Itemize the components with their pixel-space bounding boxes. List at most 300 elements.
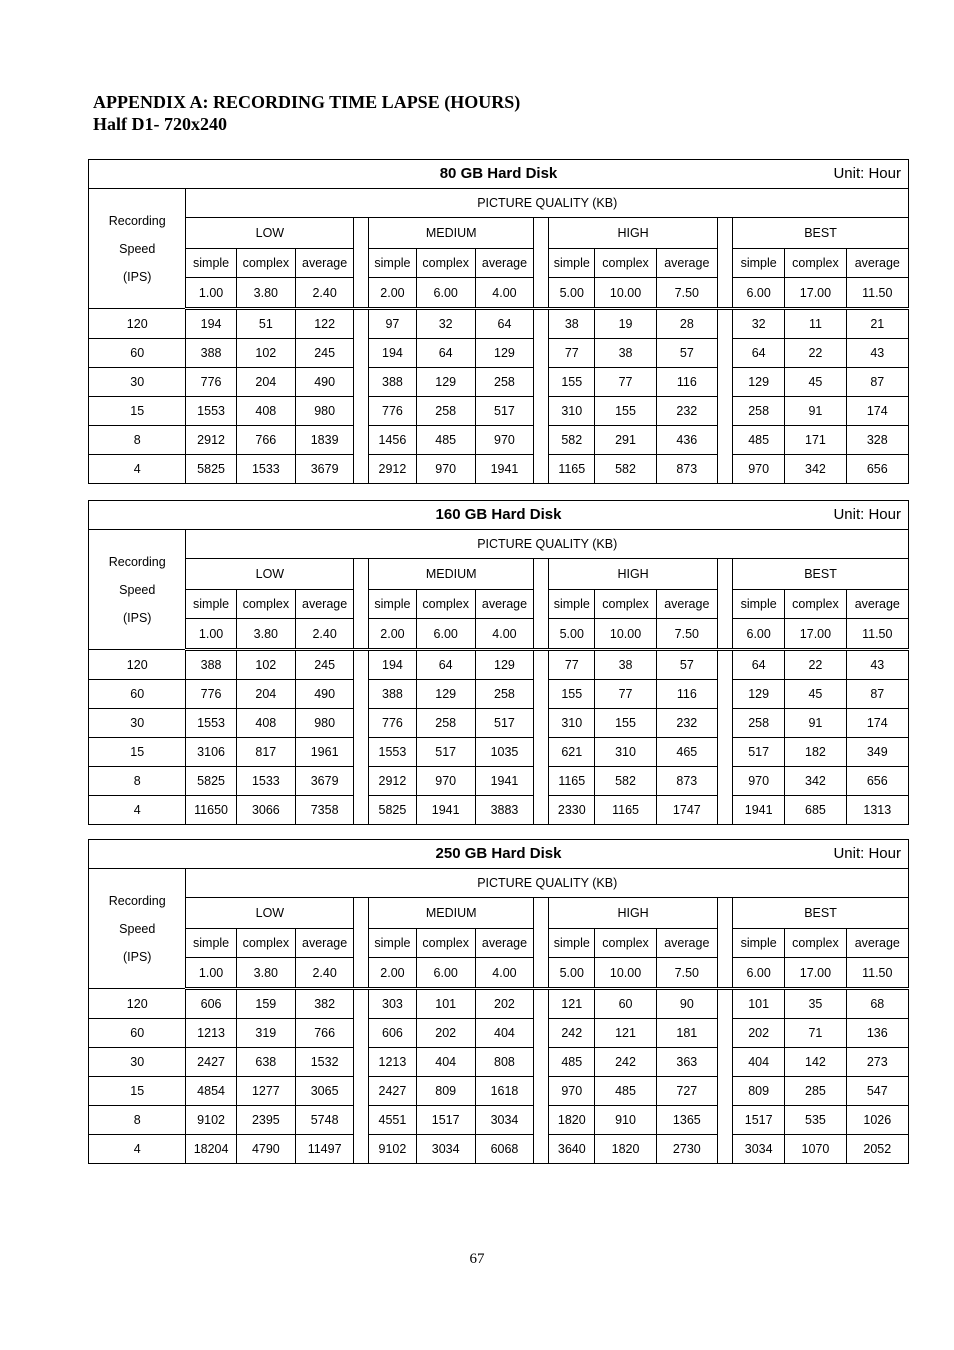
quality-header: LOW xyxy=(186,218,354,249)
hours-cell: 685 xyxy=(785,796,846,825)
hours-cell: 517 xyxy=(733,738,785,767)
complexity-header: simple xyxy=(186,929,236,958)
hours-cell: 873 xyxy=(656,767,717,796)
column-spacer xyxy=(354,650,369,680)
column-spacer xyxy=(354,619,369,650)
hours-cell: 310 xyxy=(549,709,595,738)
frame-size-cell: 6.00 xyxy=(416,278,475,309)
column-spacer xyxy=(717,590,732,619)
complexity-header: complex xyxy=(236,590,295,619)
column-spacer xyxy=(534,249,549,278)
hours-cell: 97 xyxy=(369,309,416,339)
column-spacer xyxy=(354,989,369,1019)
table-row xyxy=(89,989,909,1019)
unit-label: Unit: Hour xyxy=(833,845,901,862)
speed-header-recording: Recording xyxy=(108,893,166,908)
speed-cell: 8 xyxy=(89,426,186,455)
column-spacer xyxy=(534,590,549,619)
column-spacer xyxy=(717,278,732,309)
column-spacer xyxy=(717,249,732,278)
picture-quality-header: PICTURE QUALITY (KB) xyxy=(186,189,909,218)
frame-size-cell: 4.00 xyxy=(475,278,533,309)
speed-cell: 30 xyxy=(89,1048,186,1077)
table-row xyxy=(89,309,909,339)
frame-size-cell: 11.50 xyxy=(846,278,908,309)
hours-cell: 776 xyxy=(186,368,236,397)
hours-cell: 2395 xyxy=(236,1106,295,1135)
column-spacer xyxy=(354,426,369,455)
hours-cell: 1165 xyxy=(595,796,656,825)
hours-cell: 21 xyxy=(846,309,908,339)
hours-cell: 4790 xyxy=(236,1135,295,1164)
hours-cell: 621 xyxy=(549,738,595,767)
quality-header: MEDIUM xyxy=(369,898,534,929)
hours-cell: 808 xyxy=(475,1048,533,1077)
hours-cell: 77 xyxy=(549,650,595,680)
hours-cell: 970 xyxy=(733,767,785,796)
quality-header: LOW xyxy=(186,559,354,590)
hours-cell: 64 xyxy=(416,339,475,368)
frame-size-cell: 6.00 xyxy=(416,958,475,989)
hours-cell: 404 xyxy=(733,1048,785,1077)
column-spacer xyxy=(717,1077,732,1106)
speed-cell: 60 xyxy=(89,339,186,368)
hours-cell: 1820 xyxy=(595,1135,656,1164)
column-spacer xyxy=(534,1048,549,1077)
hours-cell: 817 xyxy=(236,738,295,767)
table-row xyxy=(89,1135,909,1164)
hours-cell: 116 xyxy=(656,368,717,397)
hours-cell: 32 xyxy=(733,309,785,339)
complexity-header: complex xyxy=(785,590,846,619)
quality-header: MEDIUM xyxy=(369,559,534,590)
hours-cell: 1532 xyxy=(295,1048,353,1077)
hours-cell: 1517 xyxy=(416,1106,475,1135)
hours-cell: 1941 xyxy=(416,796,475,825)
speed-cell: 120 xyxy=(89,309,186,339)
complexity-header: simple xyxy=(733,249,785,278)
column-spacer xyxy=(717,619,732,650)
complexity-header: complex xyxy=(416,590,475,619)
frame-size-cell: 7.50 xyxy=(656,278,717,309)
hours-cell: 2427 xyxy=(186,1048,236,1077)
frame-size-cell: 10.00 xyxy=(595,619,656,650)
hours-cell: 194 xyxy=(369,650,416,680)
hours-cell: 68 xyxy=(846,989,908,1019)
complexity-header: simple xyxy=(186,249,236,278)
hours-cell: 258 xyxy=(475,368,533,397)
hours-cell: 38 xyxy=(595,339,656,368)
hours-cell: 22 xyxy=(785,650,846,680)
hours-cell: 547 xyxy=(846,1077,908,1106)
hours-cell: 1941 xyxy=(475,455,533,484)
column-spacer xyxy=(534,650,549,680)
hours-cell: 181 xyxy=(656,1019,717,1048)
hours-cell: 116 xyxy=(656,680,717,709)
complexity-header: complex xyxy=(236,929,295,958)
table-row xyxy=(89,368,909,397)
hours-cell: 5748 xyxy=(295,1106,353,1135)
hours-cell: 2730 xyxy=(656,1135,717,1164)
quality-header: MEDIUM xyxy=(369,218,534,249)
complexity-header: average xyxy=(475,249,533,278)
hours-cell: 57 xyxy=(656,650,717,680)
complexity-header: average xyxy=(295,929,353,958)
column-spacer xyxy=(534,619,549,650)
speed-cell: 8 xyxy=(89,767,186,796)
hours-cell: 4854 xyxy=(186,1077,236,1106)
hours-cell: 606 xyxy=(369,1019,416,1048)
heading-subtitle: Half D1- 720x240 xyxy=(93,114,227,134)
frame-size-cell: 11.50 xyxy=(846,619,908,650)
column-spacer xyxy=(354,278,369,309)
hours-cell: 1165 xyxy=(549,455,595,484)
hours-cell: 382 xyxy=(295,989,353,1019)
hours-cell: 809 xyxy=(733,1077,785,1106)
hours-cell: 242 xyxy=(549,1019,595,1048)
frame-size-cell: 1.00 xyxy=(186,619,236,650)
hours-cell: 9102 xyxy=(369,1135,416,1164)
complexity-header: simple xyxy=(549,929,595,958)
hours-cell: 121 xyxy=(549,989,595,1019)
hours-cell: 60 xyxy=(595,989,656,1019)
complexity-header: average xyxy=(656,249,717,278)
hours-cell: 873 xyxy=(656,455,717,484)
hours-cell: 5825 xyxy=(186,455,236,484)
table-title-cell xyxy=(89,160,909,189)
hours-cell: 22 xyxy=(785,339,846,368)
hours-cell: 35 xyxy=(785,989,846,1019)
hours-cell: 64 xyxy=(416,650,475,680)
hours-cell: 32 xyxy=(416,309,475,339)
hours-cell: 51 xyxy=(236,309,295,339)
hours-cell: 517 xyxy=(475,709,533,738)
hours-cell: 202 xyxy=(733,1019,785,1048)
speed-cell: 15 xyxy=(89,738,186,767)
column-spacer xyxy=(717,559,732,590)
hours-cell: 90 xyxy=(656,989,717,1019)
column-spacer xyxy=(354,590,369,619)
hours-cell: 766 xyxy=(236,426,295,455)
complexity-header: simple xyxy=(733,929,785,958)
column-spacer xyxy=(534,218,549,249)
frame-size-cell: 2.40 xyxy=(295,958,353,989)
hours-cell: 485 xyxy=(416,426,475,455)
heading-title: APPENDIX A: RECORDING TIME LAPSE (HOURS) xyxy=(93,92,521,112)
hours-cell: 174 xyxy=(846,709,908,738)
picture-quality-header: PICTURE QUALITY (KB) xyxy=(186,530,909,559)
hours-cell: 1941 xyxy=(733,796,785,825)
hours-cell: 11 xyxy=(785,309,846,339)
complexity-header: average xyxy=(846,929,908,958)
complexity-header: complex xyxy=(595,249,656,278)
column-spacer xyxy=(534,958,549,989)
hours-cell: 3034 xyxy=(416,1135,475,1164)
column-spacer xyxy=(534,309,549,339)
hours-cell: 45 xyxy=(785,368,846,397)
speed-cell: 60 xyxy=(89,1019,186,1048)
column-spacer xyxy=(354,249,369,278)
hours-cell: 328 xyxy=(846,426,908,455)
hours-cell: 970 xyxy=(416,455,475,484)
hours-cell: 121 xyxy=(595,1019,656,1048)
hours-cell: 1553 xyxy=(369,738,416,767)
recording-table xyxy=(88,159,909,484)
column-spacer xyxy=(717,1048,732,1077)
hours-cell: 342 xyxy=(785,767,846,796)
hours-cell: 202 xyxy=(416,1019,475,1048)
column-spacer xyxy=(354,738,369,767)
hours-cell: 1618 xyxy=(475,1077,533,1106)
speed-header-speed: Speed xyxy=(119,582,156,597)
hours-cell: 64 xyxy=(475,309,533,339)
column-spacer xyxy=(354,680,369,709)
hours-cell: 3066 xyxy=(236,796,295,825)
table-row xyxy=(89,1106,909,1135)
hours-cell: 3034 xyxy=(733,1135,785,1164)
speed-cell: 8 xyxy=(89,1106,186,1135)
complexity-header: average xyxy=(656,929,717,958)
hours-cell: 38 xyxy=(549,309,595,339)
column-spacer xyxy=(717,397,732,426)
hours-cell: 1213 xyxy=(186,1019,236,1048)
column-spacer xyxy=(717,426,732,455)
column-spacer xyxy=(354,709,369,738)
hours-cell: 245 xyxy=(295,650,353,680)
hours-cell: 155 xyxy=(549,368,595,397)
hours-cell: 910 xyxy=(595,1106,656,1135)
hours-cell: 77 xyxy=(595,680,656,709)
hours-cell: 129 xyxy=(733,368,785,397)
frame-size-cell: 17.00 xyxy=(785,619,846,650)
hours-cell: 2427 xyxy=(369,1077,416,1106)
complexity-header: complex xyxy=(595,929,656,958)
column-spacer xyxy=(717,709,732,738)
hours-cell: 490 xyxy=(295,680,353,709)
hours-cell: 1026 xyxy=(846,1106,908,1135)
disk-title: 160 GB Hard Disk xyxy=(435,506,562,523)
quality-header: BEST xyxy=(733,218,909,249)
hours-cell: 303 xyxy=(369,989,416,1019)
column-spacer xyxy=(534,1077,549,1106)
complexity-header: complex xyxy=(416,929,475,958)
hours-cell: 11497 xyxy=(295,1135,353,1164)
hours-cell: 155 xyxy=(549,680,595,709)
hours-cell: 3065 xyxy=(295,1077,353,1106)
hours-cell: 1820 xyxy=(549,1106,595,1135)
speed-cell: 60 xyxy=(89,680,186,709)
hours-cell: 258 xyxy=(733,709,785,738)
frame-size-cell: 3.80 xyxy=(236,619,295,650)
speed-header-ips: (IPS) xyxy=(122,610,152,625)
table-title-cell xyxy=(89,501,909,530)
hours-cell: 1839 xyxy=(295,426,353,455)
hours-cell: 517 xyxy=(475,397,533,426)
quality-header: LOW xyxy=(186,898,354,929)
recording-speed-header xyxy=(89,869,186,989)
column-spacer xyxy=(354,898,369,929)
hours-cell: 174 xyxy=(846,397,908,426)
speed-cell: 15 xyxy=(89,397,186,426)
hours-cell: 38 xyxy=(595,650,656,680)
frame-size-cell: 10.00 xyxy=(595,278,656,309)
hours-cell: 310 xyxy=(549,397,595,426)
hours-cell: 1365 xyxy=(656,1106,717,1135)
hours-cell: 242 xyxy=(595,1048,656,1077)
hours-cell: 102 xyxy=(236,339,295,368)
column-spacer xyxy=(354,1048,369,1077)
hours-cell: 970 xyxy=(733,455,785,484)
hours-cell: 57 xyxy=(656,339,717,368)
hours-cell: 129 xyxy=(733,680,785,709)
hours-cell: 273 xyxy=(846,1048,908,1077)
complexity-header: average xyxy=(295,590,353,619)
complexity-header: simple xyxy=(549,249,595,278)
speed-header-ips: (IPS) xyxy=(122,949,152,964)
column-spacer xyxy=(534,1019,549,1048)
speed-cell: 15 xyxy=(89,1077,186,1106)
frame-size-cell: 7.50 xyxy=(656,958,717,989)
hours-cell: 465 xyxy=(656,738,717,767)
complexity-header: complex xyxy=(595,590,656,619)
column-spacer xyxy=(717,958,732,989)
disk-title: 250 GB Hard Disk xyxy=(435,845,562,862)
hours-cell: 285 xyxy=(785,1077,846,1106)
frame-size-cell: 2.40 xyxy=(295,278,353,309)
hours-cell: 776 xyxy=(369,709,416,738)
hours-cell: 1313 xyxy=(846,796,908,825)
column-spacer xyxy=(717,796,732,825)
table-row xyxy=(89,650,909,680)
table-row xyxy=(89,680,909,709)
column-spacer xyxy=(717,650,732,680)
column-spacer xyxy=(354,309,369,339)
column-spacer xyxy=(534,426,549,455)
column-spacer xyxy=(534,455,549,484)
speed-header-speed: Speed xyxy=(119,241,156,256)
column-spacer xyxy=(534,796,549,825)
column-spacer xyxy=(354,368,369,397)
frame-size-cell: 17.00 xyxy=(785,958,846,989)
speed-cell: 30 xyxy=(89,368,186,397)
hours-cell: 1213 xyxy=(369,1048,416,1077)
hours-cell: 7358 xyxy=(295,796,353,825)
hours-cell: 43 xyxy=(846,650,908,680)
table-row xyxy=(89,738,909,767)
complexity-header: simple xyxy=(369,249,416,278)
speed-cell: 30 xyxy=(89,709,186,738)
hours-cell: 142 xyxy=(785,1048,846,1077)
hours-cell: 129 xyxy=(416,368,475,397)
complexity-header: average xyxy=(475,590,533,619)
hours-cell: 3679 xyxy=(295,455,353,484)
table-title-cell xyxy=(89,840,909,869)
complexity-header: complex xyxy=(785,249,846,278)
hours-cell: 485 xyxy=(595,1077,656,1106)
hours-cell: 1961 xyxy=(295,738,353,767)
hours-cell: 436 xyxy=(656,426,717,455)
hours-cell: 980 xyxy=(295,397,353,426)
hours-cell: 91 xyxy=(785,397,846,426)
hours-cell: 1517 xyxy=(733,1106,785,1135)
quality-header: BEST xyxy=(733,559,909,590)
column-spacer xyxy=(717,680,732,709)
hours-cell: 28 xyxy=(656,309,717,339)
column-spacer xyxy=(534,738,549,767)
column-spacer xyxy=(534,397,549,426)
picture-quality-header: PICTURE QUALITY (KB) xyxy=(186,869,909,898)
hours-cell: 155 xyxy=(595,397,656,426)
hours-cell: 4551 xyxy=(369,1106,416,1135)
hours-cell: 87 xyxy=(846,368,908,397)
frame-size-cell: 2.00 xyxy=(369,619,416,650)
unit-label: Unit: Hour xyxy=(833,506,901,523)
speed-cell: 120 xyxy=(89,989,186,1019)
complexity-header: complex xyxy=(416,249,475,278)
recording-table xyxy=(88,839,909,1164)
column-spacer xyxy=(717,455,732,484)
hours-cell: 155 xyxy=(595,709,656,738)
hours-cell: 727 xyxy=(656,1077,717,1106)
hours-cell: 1070 xyxy=(785,1135,846,1164)
frame-size-cell: 5.00 xyxy=(549,958,595,989)
hours-cell: 43 xyxy=(846,339,908,368)
hours-cell: 2052 xyxy=(846,1135,908,1164)
frame-size-cell: 4.00 xyxy=(475,958,533,989)
hours-cell: 136 xyxy=(846,1019,908,1048)
hours-cell: 3679 xyxy=(295,767,353,796)
hours-cell: 1553 xyxy=(186,397,236,426)
column-spacer xyxy=(534,278,549,309)
frame-size-cell: 7.50 xyxy=(656,619,717,650)
column-spacer xyxy=(354,1106,369,1135)
hours-cell: 1035 xyxy=(475,738,533,767)
complexity-header: simple xyxy=(733,590,785,619)
frame-size-cell: 4.00 xyxy=(475,619,533,650)
column-spacer xyxy=(717,738,732,767)
speed-cell: 4 xyxy=(89,796,186,825)
hours-cell: 9102 xyxy=(186,1106,236,1135)
hours-cell: 171 xyxy=(785,426,846,455)
column-spacer xyxy=(534,1135,549,1164)
hours-cell: 310 xyxy=(595,738,656,767)
hours-cell: 1941 xyxy=(475,767,533,796)
hours-cell: 1277 xyxy=(236,1077,295,1106)
frame-size-cell: 3.80 xyxy=(236,958,295,989)
hours-cell: 77 xyxy=(595,368,656,397)
complexity-header: complex xyxy=(236,249,295,278)
hours-cell: 291 xyxy=(595,426,656,455)
hours-cell: 232 xyxy=(656,709,717,738)
disk-title: 80 GB Hard Disk xyxy=(439,165,558,182)
hours-cell: 582 xyxy=(549,426,595,455)
hours-cell: 638 xyxy=(236,1048,295,1077)
hours-cell: 404 xyxy=(475,1019,533,1048)
recording-table xyxy=(88,500,909,825)
hours-cell: 766 xyxy=(295,1019,353,1048)
hours-cell: 129 xyxy=(475,650,533,680)
hours-cell: 517 xyxy=(416,738,475,767)
complexity-header: average xyxy=(475,929,533,958)
hours-cell: 71 xyxy=(785,1019,846,1048)
hours-cell: 204 xyxy=(236,368,295,397)
column-spacer xyxy=(717,218,732,249)
complexity-header: simple xyxy=(369,929,416,958)
hours-cell: 363 xyxy=(656,1048,717,1077)
frame-size-cell: 6.00 xyxy=(416,619,475,650)
hours-cell: 101 xyxy=(733,989,785,1019)
frame-size-cell: 2.40 xyxy=(295,619,353,650)
